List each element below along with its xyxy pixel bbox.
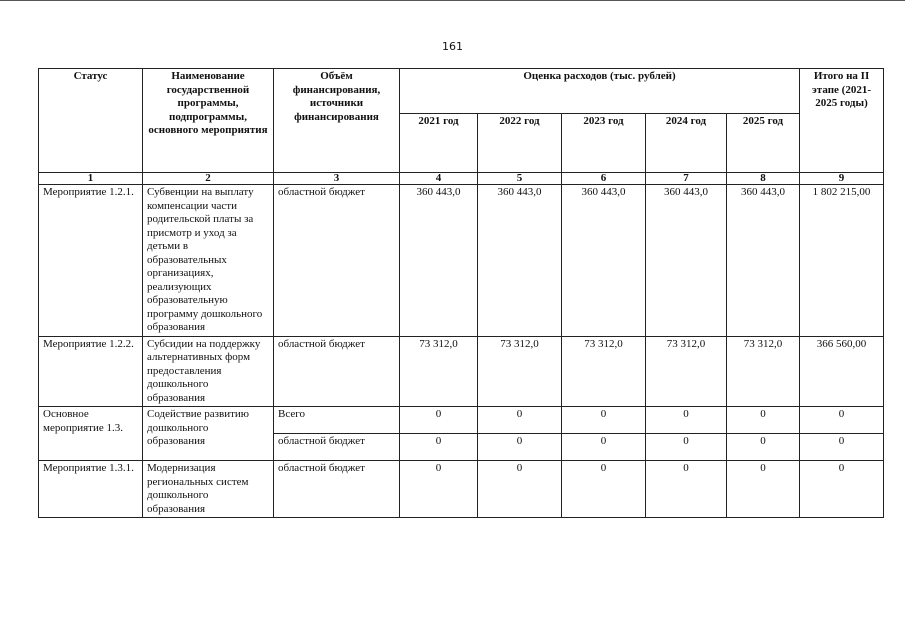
row-total: 366 560,00	[800, 336, 884, 407]
header-name: Наименование государственной программы, подпрограммы, основного мероприятия	[143, 69, 274, 173]
row-value-2022: 0	[478, 434, 562, 461]
header-year-2025: 2025 год	[727, 114, 800, 173]
row-source: областной бюджет	[274, 434, 400, 461]
row-value-2023: 0	[562, 461, 646, 518]
row-value-2023: 360 443,0	[562, 185, 646, 337]
row-source: областной бюджет	[274, 336, 400, 407]
row-value-2024: 0	[646, 407, 727, 434]
row-value-2022: 0	[478, 407, 562, 434]
header-status: Статус	[39, 69, 143, 173]
header-year-2024: 2024 год	[646, 114, 727, 173]
column-number: 5	[478, 173, 562, 185]
column-number: 7	[646, 173, 727, 185]
row-value-2021: 0	[400, 407, 478, 434]
budget-table	[38, 68, 884, 518]
row-value-2021: 0	[400, 461, 478, 518]
row-value-2021: 360 443,0	[400, 185, 478, 337]
row-value-2025: 0	[727, 407, 800, 434]
row-value-2021: 0	[400, 434, 478, 461]
row-value-2022: 73 312,0	[478, 336, 562, 407]
row-source: Всего	[274, 407, 400, 434]
row-value-2023: 0	[562, 434, 646, 461]
row-value-2021: 73 312,0	[400, 336, 478, 407]
row-name: Модернизация региональных систем дошкольного образования	[143, 461, 274, 518]
row-name: Субвенции на выплату компенсации части родительской платы за присмотр и уход за детьми в образовательных организациях, реализующих образовательную программу дошкольного образования	[143, 185, 274, 337]
row-total: 0	[800, 461, 884, 518]
row-value-2025: 0	[727, 461, 800, 518]
row-value-2024: 0	[646, 461, 727, 518]
row-name: Субсидии на поддержку альтернативных форм предоставления дошкольного образования	[143, 336, 274, 407]
row-value-2023: 0	[562, 407, 646, 434]
row-total: 0	[800, 434, 884, 461]
row-total: 1 802 215,00	[800, 185, 884, 337]
row-status: Мероприятие 1.2.1.	[39, 185, 143, 337]
row-value-2025: 360 443,0	[727, 185, 800, 337]
header-estimate: Оценка расходов (тыс. рублей)	[400, 69, 800, 114]
table-row	[39, 461, 884, 518]
column-number: 4	[400, 173, 478, 185]
table-row	[39, 185, 884, 337]
row-source: областной бюджет	[274, 461, 400, 518]
header-row-1	[39, 69, 884, 114]
row-value-2024: 360 443,0	[646, 185, 727, 337]
row-total: 0	[800, 407, 884, 434]
column-number: 1	[39, 173, 143, 185]
row-value-2024: 0	[646, 434, 727, 461]
row-name: Содействие развитию дошкольного образования	[143, 407, 274, 461]
column-number: 2	[143, 173, 274, 185]
header-year-2022: 2022 год	[478, 114, 562, 173]
column-number: 3	[274, 173, 400, 185]
row-value-2023: 73 312,0	[562, 336, 646, 407]
column-number: 8	[727, 173, 800, 185]
row-value-2022: 360 443,0	[478, 185, 562, 337]
scan-edge-line	[0, 0, 905, 1]
table-row	[39, 407, 884, 434]
row-value-2024: 73 312,0	[646, 336, 727, 407]
column-number-row	[39, 173, 884, 185]
row-source: областной бюджет	[274, 185, 400, 337]
row-value-2025: 73 312,0	[727, 336, 800, 407]
row-status: Мероприятие 1.2.2.	[39, 336, 143, 407]
table-row	[39, 336, 884, 407]
header-year-2021: 2021 год	[400, 114, 478, 173]
row-value-2022: 0	[478, 461, 562, 518]
header-year-2023: 2023 год	[562, 114, 646, 173]
row-value-2025: 0	[727, 434, 800, 461]
header-total: Итого на II этапе (2021-2025 годы)	[800, 69, 884, 173]
row-status: Основное мероприятие 1.3.	[39, 407, 143, 461]
page-number: 161	[442, 40, 463, 53]
row-status: Мероприятие 1.3.1.	[39, 461, 143, 518]
header-volume: Объём финансирования, источники финансирования	[274, 69, 400, 173]
column-number: 6	[562, 173, 646, 185]
column-number: 9	[800, 173, 884, 185]
